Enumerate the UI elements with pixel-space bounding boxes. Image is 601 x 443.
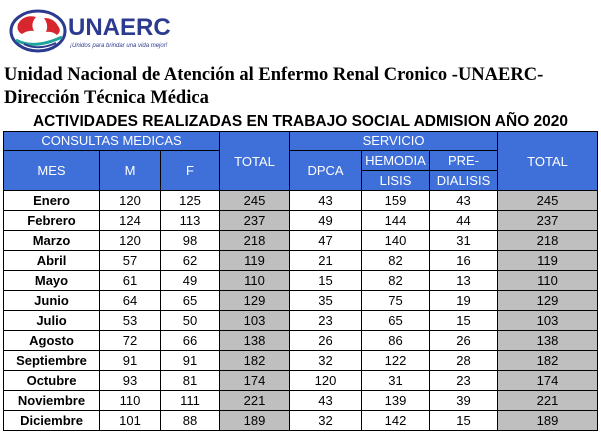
group-header-consultas: CONSULTAS MEDICAS [4,132,220,151]
cell-total-servicio: 174 [498,371,598,391]
cell-predialisis: 13 [430,271,498,291]
cell-f: 50 [161,311,220,331]
col-header-predialisis-2: DIALISIS [430,171,498,191]
cell-m: 64 [100,291,161,311]
cell-total: 245 [220,191,290,211]
cell-hemodialisis: 86 [362,331,430,351]
table-row [4,411,598,431]
cell-m: 101 [100,411,161,431]
table-row [4,311,598,331]
cell-total-servicio: 110 [498,271,598,291]
cell-m: 61 [100,271,161,291]
cell-month: Enero [4,191,100,211]
cell-predialisis: 23 [430,371,498,391]
cell-total-servicio: 119 [498,251,598,271]
table-row [4,251,598,271]
cell-predialisis: 43 [430,191,498,211]
cell-hemodialisis: 82 [362,251,430,271]
table-row [4,391,598,411]
cell-total-servicio: 221 [498,391,598,411]
cell-f: 113 [161,211,220,231]
cell-dpca: 43 [290,391,362,411]
cell-f: 81 [161,371,220,391]
report-title: ACTIVIDADES REALIZADAS EN TRABAJO SOCIAL ADMISION AÑO 2020 [32,113,569,130]
cell-m: 72 [100,331,161,351]
col-header-m: M [100,151,161,191]
cell-predialisis: 16 [430,251,498,271]
cell-dpca: 47 [290,231,362,251]
cell-f: 62 [161,251,220,271]
col-header-total: TOTAL [220,132,290,191]
cell-f: 98 [161,231,220,251]
cell-total: 110 [220,271,290,291]
cell-m: 110 [100,391,161,411]
cell-m: 53 [100,311,161,331]
cell-total: 174 [220,371,290,391]
organization-department: Dirección Técnica Médica [4,88,209,108]
cell-dpca: 23 [290,311,362,331]
cell-total: 103 [220,311,290,331]
cell-total-servicio: 189 [498,411,598,431]
cell-hemodialisis: 75 [362,291,430,311]
cell-month: Mayo [4,271,100,291]
logo-brand: UNAERC [68,14,171,41]
col-header-dpca: DPCA [290,151,362,191]
cell-m: 124 [100,211,161,231]
cell-total-servicio: 237 [498,211,598,231]
cell-hemodialisis: 159 [362,191,430,211]
cell-f: 125 [161,191,220,211]
cell-predialisis: 28 [430,351,498,371]
cell-dpca: 15 [290,271,362,291]
col-header-hemodialisis-1: HEMODIA [362,151,430,171]
cell-total: 129 [220,291,290,311]
unaerc-logo [4,4,204,58]
cell-total: 218 [220,231,290,251]
cell-dpca: 43 [290,191,362,211]
cell-predialisis: 15 [430,411,498,431]
cell-hemodialisis: 142 [362,411,430,431]
cell-total: 237 [220,211,290,231]
table-row [4,331,598,351]
table-row [4,371,598,391]
cell-dpca: 26 [290,331,362,351]
cell-month: Noviembre [4,391,100,411]
cell-month: Marzo [4,231,100,251]
cell-dpca: 35 [290,291,362,311]
cell-f: 66 [161,331,220,351]
cell-m: 57 [100,251,161,271]
cell-hemodialisis: 140 [362,231,430,251]
cell-hemodialisis: 65 [362,311,430,331]
table-row [4,231,598,251]
cell-hemodialisis: 122 [362,351,430,371]
cell-total: 119 [220,251,290,271]
table-row [4,351,598,371]
col-header-hemodialisis-2: LISIS [362,171,430,191]
cell-month: Diciembre [4,411,100,431]
cell-dpca: 32 [290,351,362,371]
cell-predialisis: 39 [430,391,498,411]
table-row [4,291,598,311]
cell-total-servicio: 182 [498,351,598,371]
cell-total-servicio: 218 [498,231,598,251]
organization-name: Unidad Nacional de Atención al Enfermo Renal Cronico -UNAERC- [4,65,544,85]
cell-dpca: 21 [290,251,362,271]
cell-f: 91 [161,351,220,371]
cell-f: 88 [161,411,220,431]
cell-total-servicio: 138 [498,331,598,351]
group-header-servicio: SERVICIO [290,132,498,151]
col-header-mes: MES [4,151,100,191]
table-row [4,271,598,291]
cell-total: 182 [220,351,290,371]
col-header-f: F [161,151,220,191]
cell-f: 49 [161,271,220,291]
cell-m: 91 [100,351,161,371]
organization-heading [4,64,596,110]
cell-month: Junio [4,291,100,311]
table-row [4,211,598,231]
cell-predialisis: 31 [430,231,498,251]
cell-f: 65 [161,291,220,311]
cell-predialisis: 19 [430,291,498,311]
cell-dpca: 32 [290,411,362,431]
cell-month: Octubre [4,371,100,391]
cell-m: 93 [100,371,161,391]
cell-month: Febrero [4,211,100,231]
cell-m: 120 [100,191,161,211]
cell-predialisis: 26 [430,331,498,351]
cell-hemodialisis: 139 [362,391,430,411]
cell-total-servicio: 103 [498,311,598,331]
cell-total-servicio: 245 [498,191,598,211]
cell-dpca: 120 [290,371,362,391]
logo-tagline: ¡Unidos para brindar una vida mejor! [70,43,168,49]
cell-m: 120 [100,231,161,251]
cell-total-servicio: 129 [498,291,598,311]
cell-dpca: 49 [290,211,362,231]
cell-month: Abril [4,251,100,271]
cell-f: 111 [161,391,220,411]
cell-month: Agosto [4,331,100,351]
cell-total: 189 [220,411,290,431]
kidney-emblem-icon [4,4,204,58]
cell-hemodialisis: 31 [362,371,430,391]
activities-table [3,131,598,431]
cell-hemodialisis: 144 [362,211,430,231]
cell-month: Septiembre [4,351,100,371]
cell-total: 138 [220,331,290,351]
cell-hemodialisis: 82 [362,271,430,291]
cell-total: 221 [220,391,290,411]
cell-predialisis: 44 [430,211,498,231]
cell-month: Julio [4,311,100,331]
table-row [4,191,598,211]
col-header-total-servicio: TOTAL [498,132,598,191]
cell-predialisis: 15 [430,311,498,331]
col-header-predialisis-1: PRE- [430,151,498,171]
